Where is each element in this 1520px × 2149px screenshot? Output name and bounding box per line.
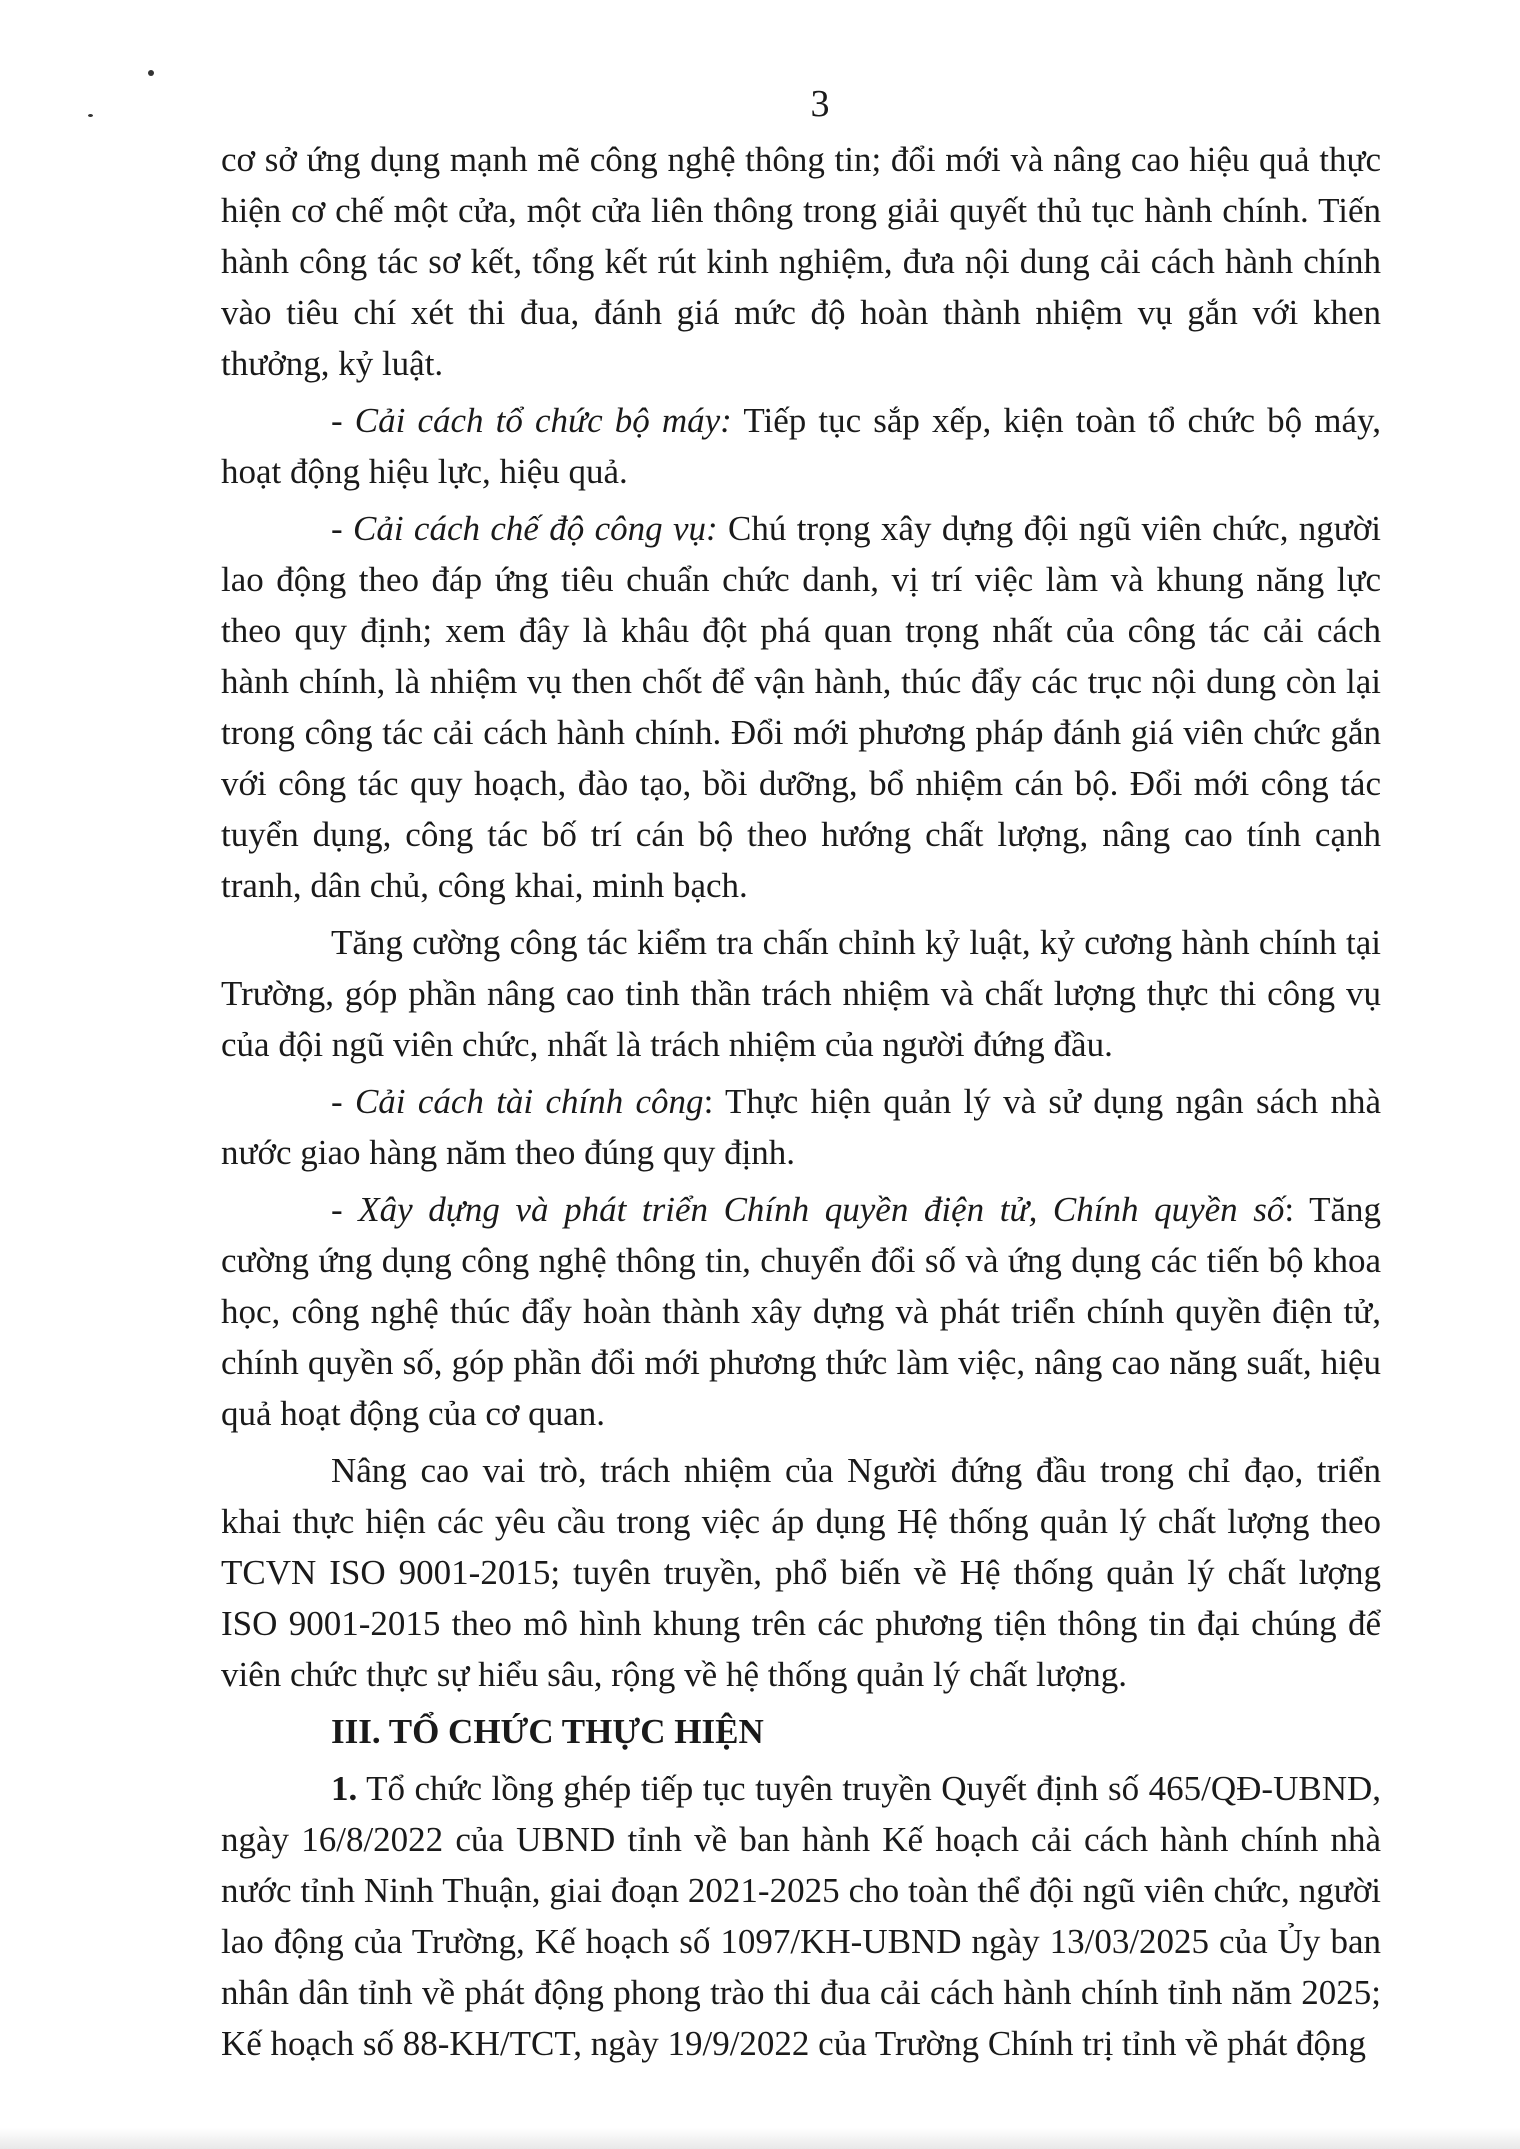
paragraph-text: Tiếp tục sắp xếp, kiện toàn tổ chức bộ máy, hoạt động hiệu lực, hiệu quả. <box>221 401 1381 491</box>
paragraph <box>221 503 1381 911</box>
paragraph-text: Tổ chức lồng ghép tiếp tục tuyên truyền Quyết định số 465/QĐ-UBND, ngày 16/8/2022 của UBND tỉnh về ban hành Kế hoạch cải cách hành chính nhà nước tỉnh Ninh Thuận, giai đoạn 2021-2025 cho toàn thể đội ngũ viên chức, người lao động của Trường, Kế hoạch số 1097/KH-UBND ngày 13/03/2025 của Ủy ban nhân dân tỉnh về phát động phong trào thi đua cải cách hành chính tỉnh năm 2025; Kế hoạch số 88-KH/TCT, ngày 19/9/2022 của Trường Chính trị tỉnh về phát động <box>221 1769 1381 2063</box>
scan-bottom-edge <box>0 2128 1520 2149</box>
paragraph-text: : Tăng cường ứng dụng công nghệ thông tin, chuyển đổi số và ứng dụng các tiến bộ khoa học, công nghệ thúc đẩy hoàn thành xây dựng và phát triển chính quyền điện tử, chính quyền số, góp phần đổi mới phương thức làm việc, nâng cao năng suất, hiệu quả hoạt động của cơ quan. <box>221 1190 1381 1433</box>
scan-speck <box>148 70 154 76</box>
paragraph-text: Tăng cường công tác kiểm tra chấn chỉnh kỷ luật, kỷ cương hành chính tại Trường, góp phần nâng cao tinh thần trách nhiệm và chất lượng thực thi công vụ của đội ngũ viên chức, nhất là trách nhiệm của người đứng đầu. <box>221 923 1381 1064</box>
paragraph <box>221 395 1381 497</box>
paragraph-text: Chú trọng xây dựng đội ngũ viên chức, người lao động theo đáp ứng tiêu chuẩn chức danh, vị trí việc làm và khung năng lực theo quy định; xem đây là khâu đột phá quan trọng nhất của công tác cải cách hành chính, là nhiệm vụ then chốt để vận hành, thúc đẩy các trục nội dung còn lại trong công tác cải cách hành chính. Đổi mới phương pháp đánh giá viên chức gắn với công tác quy hoạch, đào tạo, bồi dưỡng, bổ nhiệm cán bộ. Đổi mới công tác tuyển dụng, công tác bố trí cán bộ theo hướng chất lượng, nâng cao tính cạnh tranh, dân chủ, công khai, minh bạch. <box>221 509 1381 905</box>
paragraph-text: cơ sở ứng dụng mạnh mẽ công nghệ thông tin; đổi mới và nâng cao hiệu quả thực hiện cơ chế một cửa, một cửa liên thông trong giải quyết thủ tục hành chính. Tiến hành công tác sơ kết, tổng kết rút kinh nghiệm, đưa nội dung cải cách hành chính vào tiêu chí xét thi đua, đánh giá mức độ hoàn thành nhiệm vụ gắn với khen thưởng, kỷ luật. <box>221 140 1381 383</box>
paragraph-lead: - Xây dựng và phát triển Chính quyền điện tử, Chính quyền số <box>331 1190 1285 1229</box>
page-number: 3 <box>810 83 830 125</box>
paragraph <box>221 1763 1381 2069</box>
paragraph-lead: - Cải cách tài chính công <box>331 1082 704 1121</box>
section-heading: III. TỔ CHỨC THỰC HIỆN <box>331 1712 764 1751</box>
paragraph <box>221 917 1381 1070</box>
paragraph <box>221 1445 1381 1700</box>
paragraph-text: : Thực hiện quản lý và sử dụng ngân sách nhà nước giao hàng năm theo đúng quy định. <box>221 1082 1381 1172</box>
document-body <box>221 134 1381 2075</box>
paragraph <box>221 1076 1381 1178</box>
paragraph-lead: - Cải cách tổ chức bộ máy: <box>331 401 732 440</box>
paragraph <box>221 134 1381 389</box>
paragraph <box>221 1184 1381 1439</box>
paragraph-lead: - Cải cách chế độ công vụ: <box>331 509 718 548</box>
paragraph-text: Nâng cao vai trò, trách nhiệm của Người đứng đầu trong chỉ đạo, triển khai thực hiện các yêu cầu trong việc áp dụng Hệ thống quản lý chất lượng theo TCVN ISO 9001-2015; tuyên truyền, phổ biến về Hệ thống quản lý chất lượng ISO 9001-2015 theo mô hình khung trên các phương tiện thông tin đại chúng để viên chức thực sự hiểu sâu, rộng về hệ thống quản lý chất lượng. <box>221 1451 1381 1694</box>
item-number: 1. <box>331 1769 358 1808</box>
